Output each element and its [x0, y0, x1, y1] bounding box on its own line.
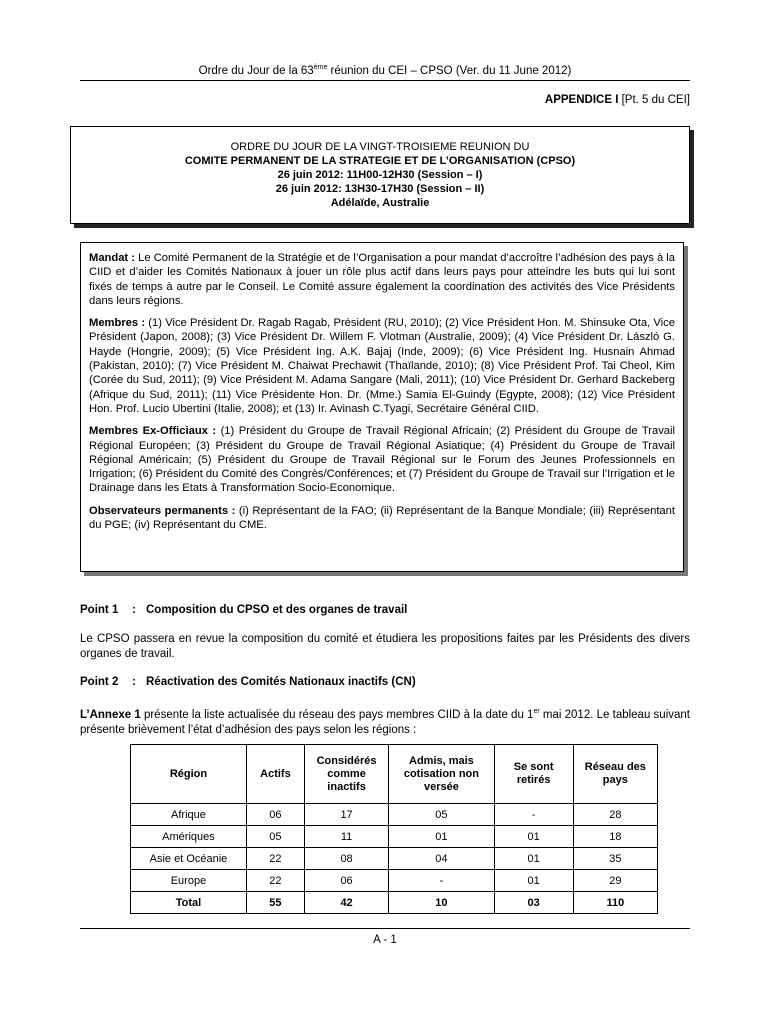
session-2-time: 26 juin 2012: 13H30-17H30 (Session – II)	[275, 183, 485, 195]
ex-officio-paragraph: Membres Ex-Officiaux : (1) Président du Groupe de Travail Régional Africain; (2) Président du Groupe de Travail Régional Européen; (3) Président du Groupe de Travail Régional Asiatique; (4) Président du Groupe de Travail Régional Américain; (5) Président du Groupe de Travail Régional sur le Forum des Jeunes Professionnels en Irrigation; (6) Président du Comité des Congrès/Conférences; et (7) Président du Groupe de Travail sur l’Irrigation et le Drainage dans les Etats à Transformation Socio-Economique.	[89, 425, 675, 495]
mandate-paragraph: Mandat : Le Comité Permanent de la Stratégie et de l’Organisation a pour mandat d’accroître l’adhésion des pays à la CIID et d’aider les Comités Nationaux à jouer un rôle plus actif dans leurs pays pour atteindre les buts qui lui sont fixés de temps à autre par le Conseil. Le Comité assure également la coordination des activités des Vice Présidents dans leurs régions.	[89, 252, 676, 307]
point-1-heading: Point 1 : Composition du CPSO et des organes de travail	[80, 604, 408, 616]
agenda-title-box	[70, 126, 690, 224]
title-line-1: ORDRE DU JOUR DE LA VINGT-TROISIEME REUNION DU	[230, 141, 530, 153]
point-1-text: Le CPSO passera en revue la composition du comité et étudiera les propositions faites par les Présidents des divers organes de travail.	[80, 633, 690, 660]
session-1-time: 26 juin 2012: 11H00-12H30 (Session – I)	[277, 169, 483, 181]
mandate-box	[80, 242, 684, 572]
title-line-2: COMITE PERMANENT DE LA STRATEGIE ET DE L’ORGANISATION (CPSO)	[184, 155, 576, 167]
col-header: Réseau des pays	[573, 745, 657, 804]
appendix-label: APPENDICE I [Pt. 5 du CEI]	[544, 94, 690, 106]
table-row: Amériques 05 11 01 01 18	[131, 826, 658, 848]
col-header: Actifs	[246, 745, 304, 804]
col-header: Région	[131, 745, 247, 804]
table-total-row: Total 55 42 10 03 110	[131, 892, 658, 914]
meeting-location: Adélaïde, Australie	[330, 197, 430, 209]
table-row: Afrique 06 17 05 - 28	[131, 804, 658, 826]
table-row: Asie et Océanie 22 08 04 01 35	[131, 848, 658, 870]
col-header: Admis, mais cotisation non versée	[389, 745, 494, 804]
membership-table	[130, 744, 658, 914]
point-2-heading: Point 2 : Réactivation des Comités Nationaux inactifs (CN)	[80, 676, 416, 688]
members-paragraph: Membres : (1) Vice Président Dr. Ragab Ragab, Président (RU, 2010); (2) Vice Président Hon. M. Shinsuke Ota, Vice Président (Japon, 2008); (3) Vice Président Dr. Willem F. Vlotman (Australie, 2009); (4) Vice Président Dr. László G. Hayde (Hongrie, 2009); (5) Vice Président Ing. A.K. Bajaj (Inde, 2009); (6) Vice Président Ing. Husnain Ahmad (Pakistan, 2010); (7) Vice Président M. Chaiwat Prechawit (Thaïlande, 2010); (8) Vice Président Prof. Tai Cheol, Kim (Corée du Sud, 2011); (9) Vice Président M. Adama Sangare (Mali, 2011); (10) Vice Président Dr. Gerhard Backeberg (Afrique du Sud, 2011); (11) Vice Présidente Hon. Dr. (Mme.) Samia El-Guindy (Egypte, 2008); (12) Vice Président Hon. Prof. Lucio Ubertini (Italie, 2008); et (13) Ir. Avinash C.Tyagi, Secrétaire Général CIID.	[89, 317, 675, 415]
page-header: Ordre du Jour de la 63ème réunion du CEI – CPSO (Ver. du 11 June 2012)	[198, 64, 572, 77]
header-divider	[80, 80, 690, 81]
col-header: Considérés comme inactifs	[304, 745, 388, 804]
table-row: Europe 22 06 - 01 29	[131, 870, 658, 892]
footer-divider	[80, 928, 690, 929]
observers-paragraph: Observateurs permanents : (i) Représentant de la FAO; (ii) Représentant de la Banque Mondiale; (iii) Représentant du PGE; (iv) Représentant du CME.	[89, 504, 675, 532]
point-2-text: L’Annexe 1 présente la liste actualisée du réseau des pays membres CIID à la date du 1er mai 2012. Le tableau suivant présente brièvement l’état d’adhésion des pays selon les régions :	[80, 708, 690, 736]
page-number: A - 1	[373, 934, 397, 946]
table-header-row	[131, 745, 658, 804]
col-header: Se sont retirés	[494, 745, 573, 804]
